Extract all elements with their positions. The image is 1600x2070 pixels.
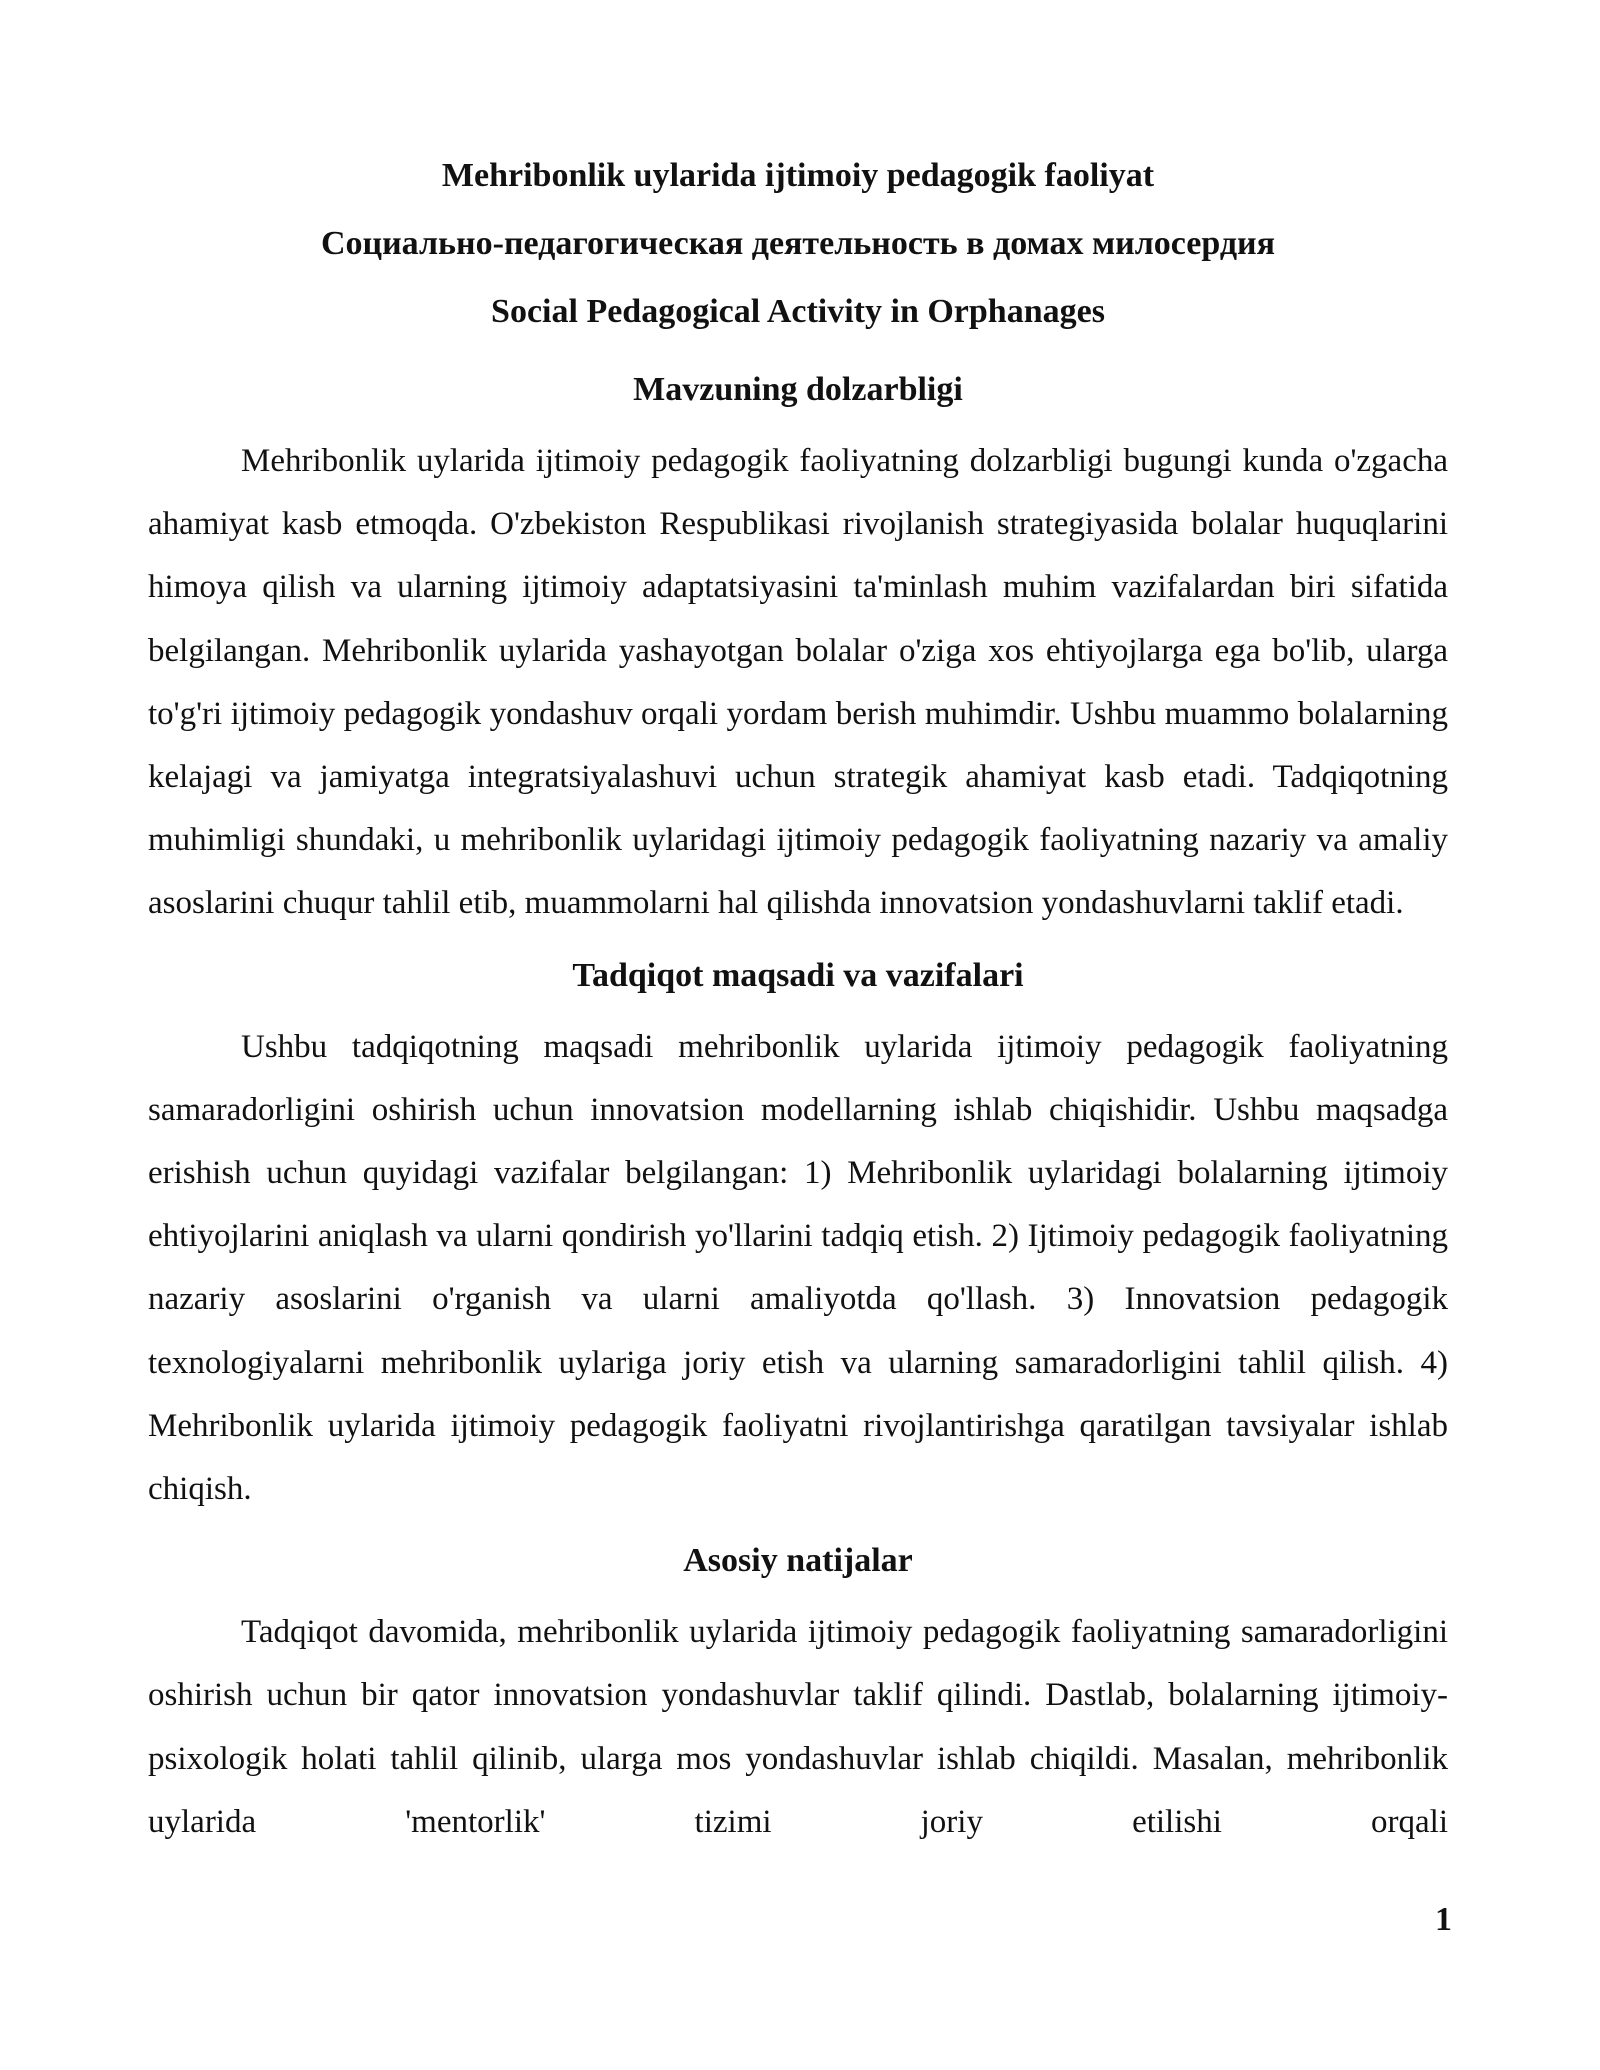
title-english: Social Pedagogical Activity in Orphanages: [491, 293, 1105, 330]
paragraph-relevance: Mehribonlik uylarida ijtimoiy pedagogik faoliyatning dolzarbligi bugungi kunda o'zgacha ahamiyat kasb etmoqda. O'zbekiston Respublikasi rivojlanish strategiyasida bolalar huquqlarini himoya qilish va ularning ijtimoiy adaptatsiyasini ta'minlash muhim vazifalardan biri sifatida belgilangan. Mehribonlik uylarida yashayotgan bolalar o'ziga xos ehtiyojlarga ega bo'lib, ularga to'g'ri ijtimoiy pedagogik yondashuv orqali yordam berish muhimdir. Ushbu muammo bolalarning kelajagi va jamiyatga integratsiyalashuvi uchun strategik ahamiyat kasb etadi. Tadqiqotning muhimligi shundaki, u mehribonlik uylaridagi ijtimoiy pedagogik faoliyatning nazariy va amaliy asoslarini chuqur tahlil etib, muammolarni hal qilishda innovatsion yondashuvlarni taklif etadi.: [148, 443, 1448, 922]
title-russian: Социально-педагогическая деятельность в домах милосердия: [320, 225, 1276, 262]
paragraph-results: Tadqiqot davomida, mehribonlik uylarida ijtimoiy pedagogik faoliyatning samaradorligini oshirish uchun bir qator innovatsion yondashuvlar taklif qilindi. Dastlab, bolalarning ijtimoiy-psixologik holati tahlil qilinib, ularga mos yondashuvlar ishlab chiqildi. Masalan, mehribonlik uylarida 'mentorlik' tizimi joriy etilishi orqali: [148, 1614, 1448, 1840]
paragraph-goals: Ushbu tadqiqotning maqsadi mehribonlik uylarida ijtimoiy pedagogik faoliyatning samaradorligini oshirish uchun innovatsion modellarning ishlab chiqishidir. Ushbu maqsadga erishish uchun quyidagi vazifalar belgilangan: 1) Mehribonlik uylaridagi bolalarning ijtimoiy ehtiyojlarini aniqlash va ularni qondirish yo'llarini tadqiq etish. 2) Ijtimoiy pedagogik faoliyatning nazariy asoslarini o'rganish va ularni amaliyotda qo'llash. 3) Innovatsion pedagogik texnologiyalarni mehribonlik uylariga joriy etish va ularning samaradorligini tahlil qilish. 4) Mehribonlik uylarida ijtimoiy pedagogik faoliyatni rivojlantirishga qaratilgan tavsiyalar ishlab chiqish.: [148, 1028, 1448, 1508]
section-heading-relevance: Mavzuning dolzarbligi: [633, 371, 963, 408]
section-heading-results: Asosiy natijalar: [683, 1542, 913, 1580]
page-number: 1: [1435, 1901, 1452, 1938]
section-heading-goals: Tadqiqot maqsadi va vazifalari: [572, 956, 1024, 994]
title-uzbek: Mehribonlik uylarida ijtimoiy pedagogik faoliyat: [441, 157, 1155, 194]
page-content: [148, 142, 1448, 1854]
